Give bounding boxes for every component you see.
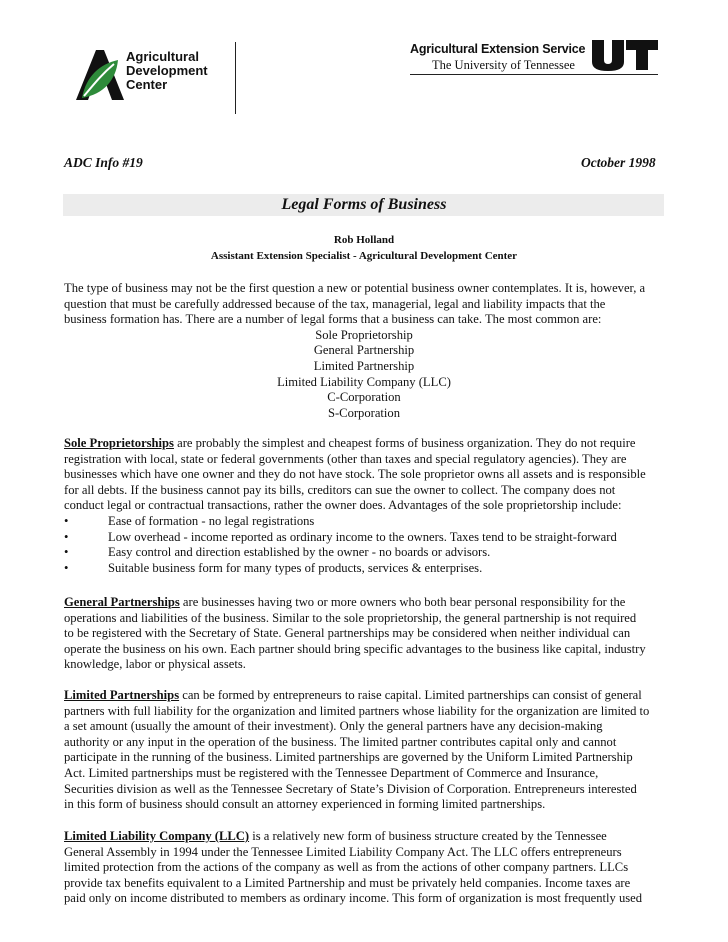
header-divider [235, 42, 236, 114]
leaf-icon [70, 46, 130, 106]
ut-rule [410, 74, 658, 75]
limited-line: participate in the running of the business. Limited partnerships are governed by the Uniform Limited Partnership [64, 750, 633, 765]
general-first-line: General Partnerships are businesses having two or more owners who both bear personal responsibility for the [64, 595, 626, 609]
intro-line: question that must be carefully addressed because of the tax, managerial, legal and liability impacts that the [64, 296, 606, 311]
sole-bullet: • Low overhead - income reported as ordinary income to the owners. Taxes tend to be straight-forward [64, 529, 617, 544]
general-line: to be registered with the Secretary of State. General partnerships may be considered when neither individual can [64, 626, 631, 641]
sole-line: registration with local, state or federal governments (other than taxes and special regulatory agencies). They are [64, 451, 627, 466]
form-item: S-Corporation [327, 405, 401, 420]
sole-first-line: Sole Proprietorships are probably the simplest and cheapest forms of business organization. They do not require [64, 436, 636, 450]
author: Rob Holland [333, 234, 395, 246]
adc-line-1: Agricultural [126, 49, 199, 64]
form-item: General Partnership [313, 343, 415, 358]
adc-line-2: Development [126, 63, 208, 78]
university-name: The University of Tennessee [432, 58, 575, 72]
sole-bullet: • Easy control and direction established by the owner - no boards or advisors. [64, 545, 491, 560]
general-line: operations and liabilities of the business. Similar to the sole proprietorship, the general partnership is not required [64, 610, 637, 625]
bullet-icon: • [64, 513, 69, 528]
sole-line: for all debts. If the business cannot pay its bills, creditors can sue the owner to collect. The company does not [64, 482, 616, 497]
general-line: knowledge, labor or physical assets. [64, 657, 246, 672]
sole-heading: Sole Proprietorships [64, 436, 174, 450]
sole-line: businesses which have one owner and they do not have stock. The sole proprietor owns all assets and is responsible [64, 467, 646, 482]
service-name: Agricultural Extension Service [410, 42, 586, 56]
bullet-icon: • [64, 529, 69, 544]
affiliation: Assistant Extension Specialist - Agricultural Development Center [210, 250, 518, 262]
info-number: ADC Info #19 [64, 155, 143, 170]
form-item: Sole Proprietorship [315, 327, 413, 342]
limited-heading: Limited Partnerships [64, 688, 180, 702]
sole-line: conduct legal or contractual transactions, rather the owner does. Advantages of the sole proprietorship include: [64, 498, 622, 513]
intro-section [64, 281, 674, 421]
llc-heading: Limited Liability Company (LLC) [64, 829, 250, 843]
bullet-icon: • [64, 560, 69, 575]
general-heading: General Partnerships [64, 595, 180, 609]
adc-logo-text [126, 50, 208, 92]
limited-line: authority or any input in the operation of the business. The limited partner contributes capital only and cannot [64, 734, 617, 749]
llc-line: paid only on income distributed to members as ordinary income. This form of organization is most frequently used [64, 891, 643, 906]
ut-logo [590, 38, 660, 72]
limited-line: Act. Limited partnerships must be registered with the Tennessee Department of Commerce and Insurance, [64, 765, 599, 780]
llc-line: limited protection from the actions of the company as well as from the actions of other company partners. LLCs [64, 860, 629, 875]
general-section [64, 595, 674, 673]
sole-bullet: • Suitable business form for many types of products, services & enterprises. [64, 560, 483, 575]
form-item: Limited Partnership [313, 358, 415, 373]
limited-line: a set amount (usually the amount of their investment). Only the general partners have any decision-making [64, 719, 603, 734]
sole-bullet: • Ease of formation - no legal registrations [64, 513, 315, 528]
ut-header [410, 42, 662, 82]
info-date: October 1998 [581, 155, 656, 170]
limited-first-line: Limited Partnerships can be formed by entrepreneurs to raise capital. Limited partnerships can consist of general [64, 688, 642, 702]
limited-line: partners with full liability for the organization and limited partners whose liability for the organization are limited to [64, 703, 650, 718]
llc-line: General Assembly in 1994 under the Tennessee Limited Liability Company Act. The LLC offers entrepreneurs [64, 844, 622, 859]
page-title: Legal Forms of Business [281, 196, 447, 213]
limited-line: Securities division as well as the Tennessee Secretary of State’s Division of Corporation. Entrepreneurs interested [64, 781, 637, 796]
adc-line-3: Center [126, 77, 168, 92]
form-item: Limited Liability Company (LLC) [277, 374, 451, 389]
llc-line: provide tax benefits equivalent to a Limited Partnership and must be privately held companies. Income taxes are [64, 875, 631, 890]
bullet-icon: • [64, 545, 69, 560]
intro-line: business formation has. There are a number of legal forms that a business can take. The most common are: [64, 312, 602, 327]
form-item: C-Corporation [327, 390, 401, 405]
llc-first-line: Limited Liability Company (LLC) is a relatively new form of business structure created by the Tennessee [64, 829, 607, 843]
general-line: operate the business on his own. Each partner should bring specific advantages to the business like capital, industry [64, 641, 646, 656]
intro-line: The type of business may not be the first question a new or potential business owner contemplates. It is, however, a [64, 281, 646, 295]
limited-line: in this form of business should consult an attorney experienced in forming limited partnerships. [64, 797, 546, 812]
llc-section [64, 829, 674, 907]
limited-section [64, 688, 674, 813]
sole-section [64, 436, 674, 576]
